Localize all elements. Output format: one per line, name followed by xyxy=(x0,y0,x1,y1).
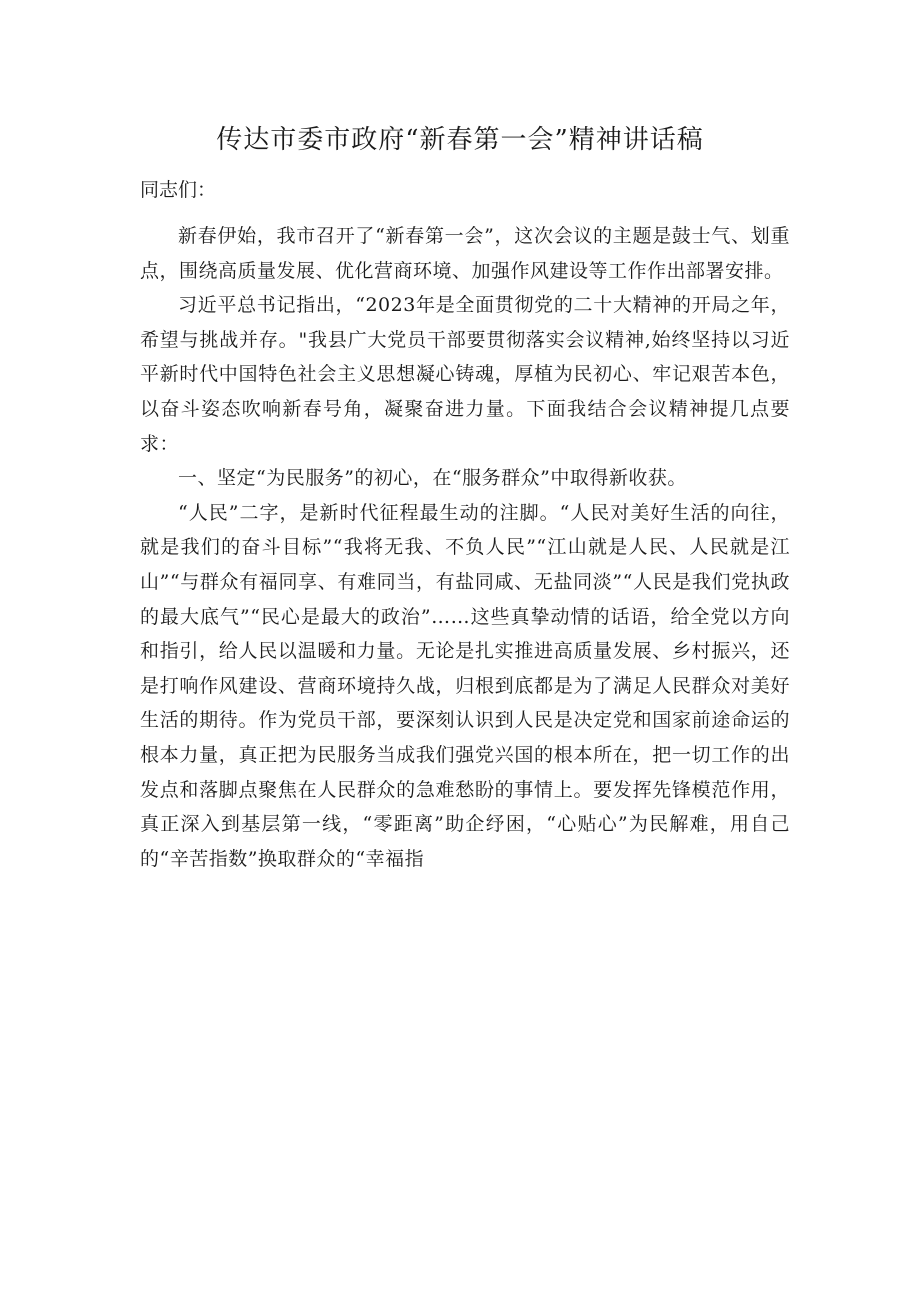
paragraph-intro: 新春伊始，我市召开了“新春第一会”，这次会议的主题是鼓士气、划重点，围绕高质量发展、优化营商环境、加强作风建设等工作作出部署安排。 xyxy=(140,225,790,282)
salutation: 同志们： xyxy=(140,179,217,201)
section-heading-1: 一、坚定“为民服务”的初心，在“服务群众”中取得新收获。 xyxy=(178,467,687,490)
paragraph-quote: 习近平总书记指出，“2023年是全面贯彻党的二十大精神的开局之年，希望与挑战并存。"我县广大党员干部要贯彻落实会议精神,始终坚持以习近平新时代中国特色社会主义思想凝心铸魂，厚植为民初心、牢记艰苦本色，以奋斗姿态吹响新春号角，凝聚奋进力量。下面我结合会议精神提几点要求： xyxy=(140,294,790,455)
document-body xyxy=(140,219,790,876)
document-title: 传达市委市政府“新春第一会”精神讲话稿 xyxy=(216,125,704,155)
paragraph-people: “人民”二字，是新时代征程最生动的注脚。“人民对美好生活的向往，就是我们的奋斗目标”“我将无我、不负人民”“江山就是人民、人民就是江山”“与群众有福同享、有难同当，有盐同咸、无盐同淡”“人民是我们党执政的最大底气”“民心是最大的政治”……这些真挚动情的话语，给全党以方向和指引，给人民以温暖和力量。无论是扎实推进高质量发展、乡村振兴，还是打响作风建设、营商环境持久战，归根到底都是为了满足人民群众对美好生活的期待。作为党员干部，要深刻认识到人民是决定党和国家前途命运的根本力量，真正把为民服务当成我们强党兴国的根本所在，把一切工作的出发点和落脚点聚焦在人民群众的急难愁盼的事情上。要发挥先锋模范作用，真正深入到基层第一线，“零距离”助企纾困，“心贴心”为民解难，用自己的“辛苦指数”换取群众的“幸福指 xyxy=(140,501,790,870)
